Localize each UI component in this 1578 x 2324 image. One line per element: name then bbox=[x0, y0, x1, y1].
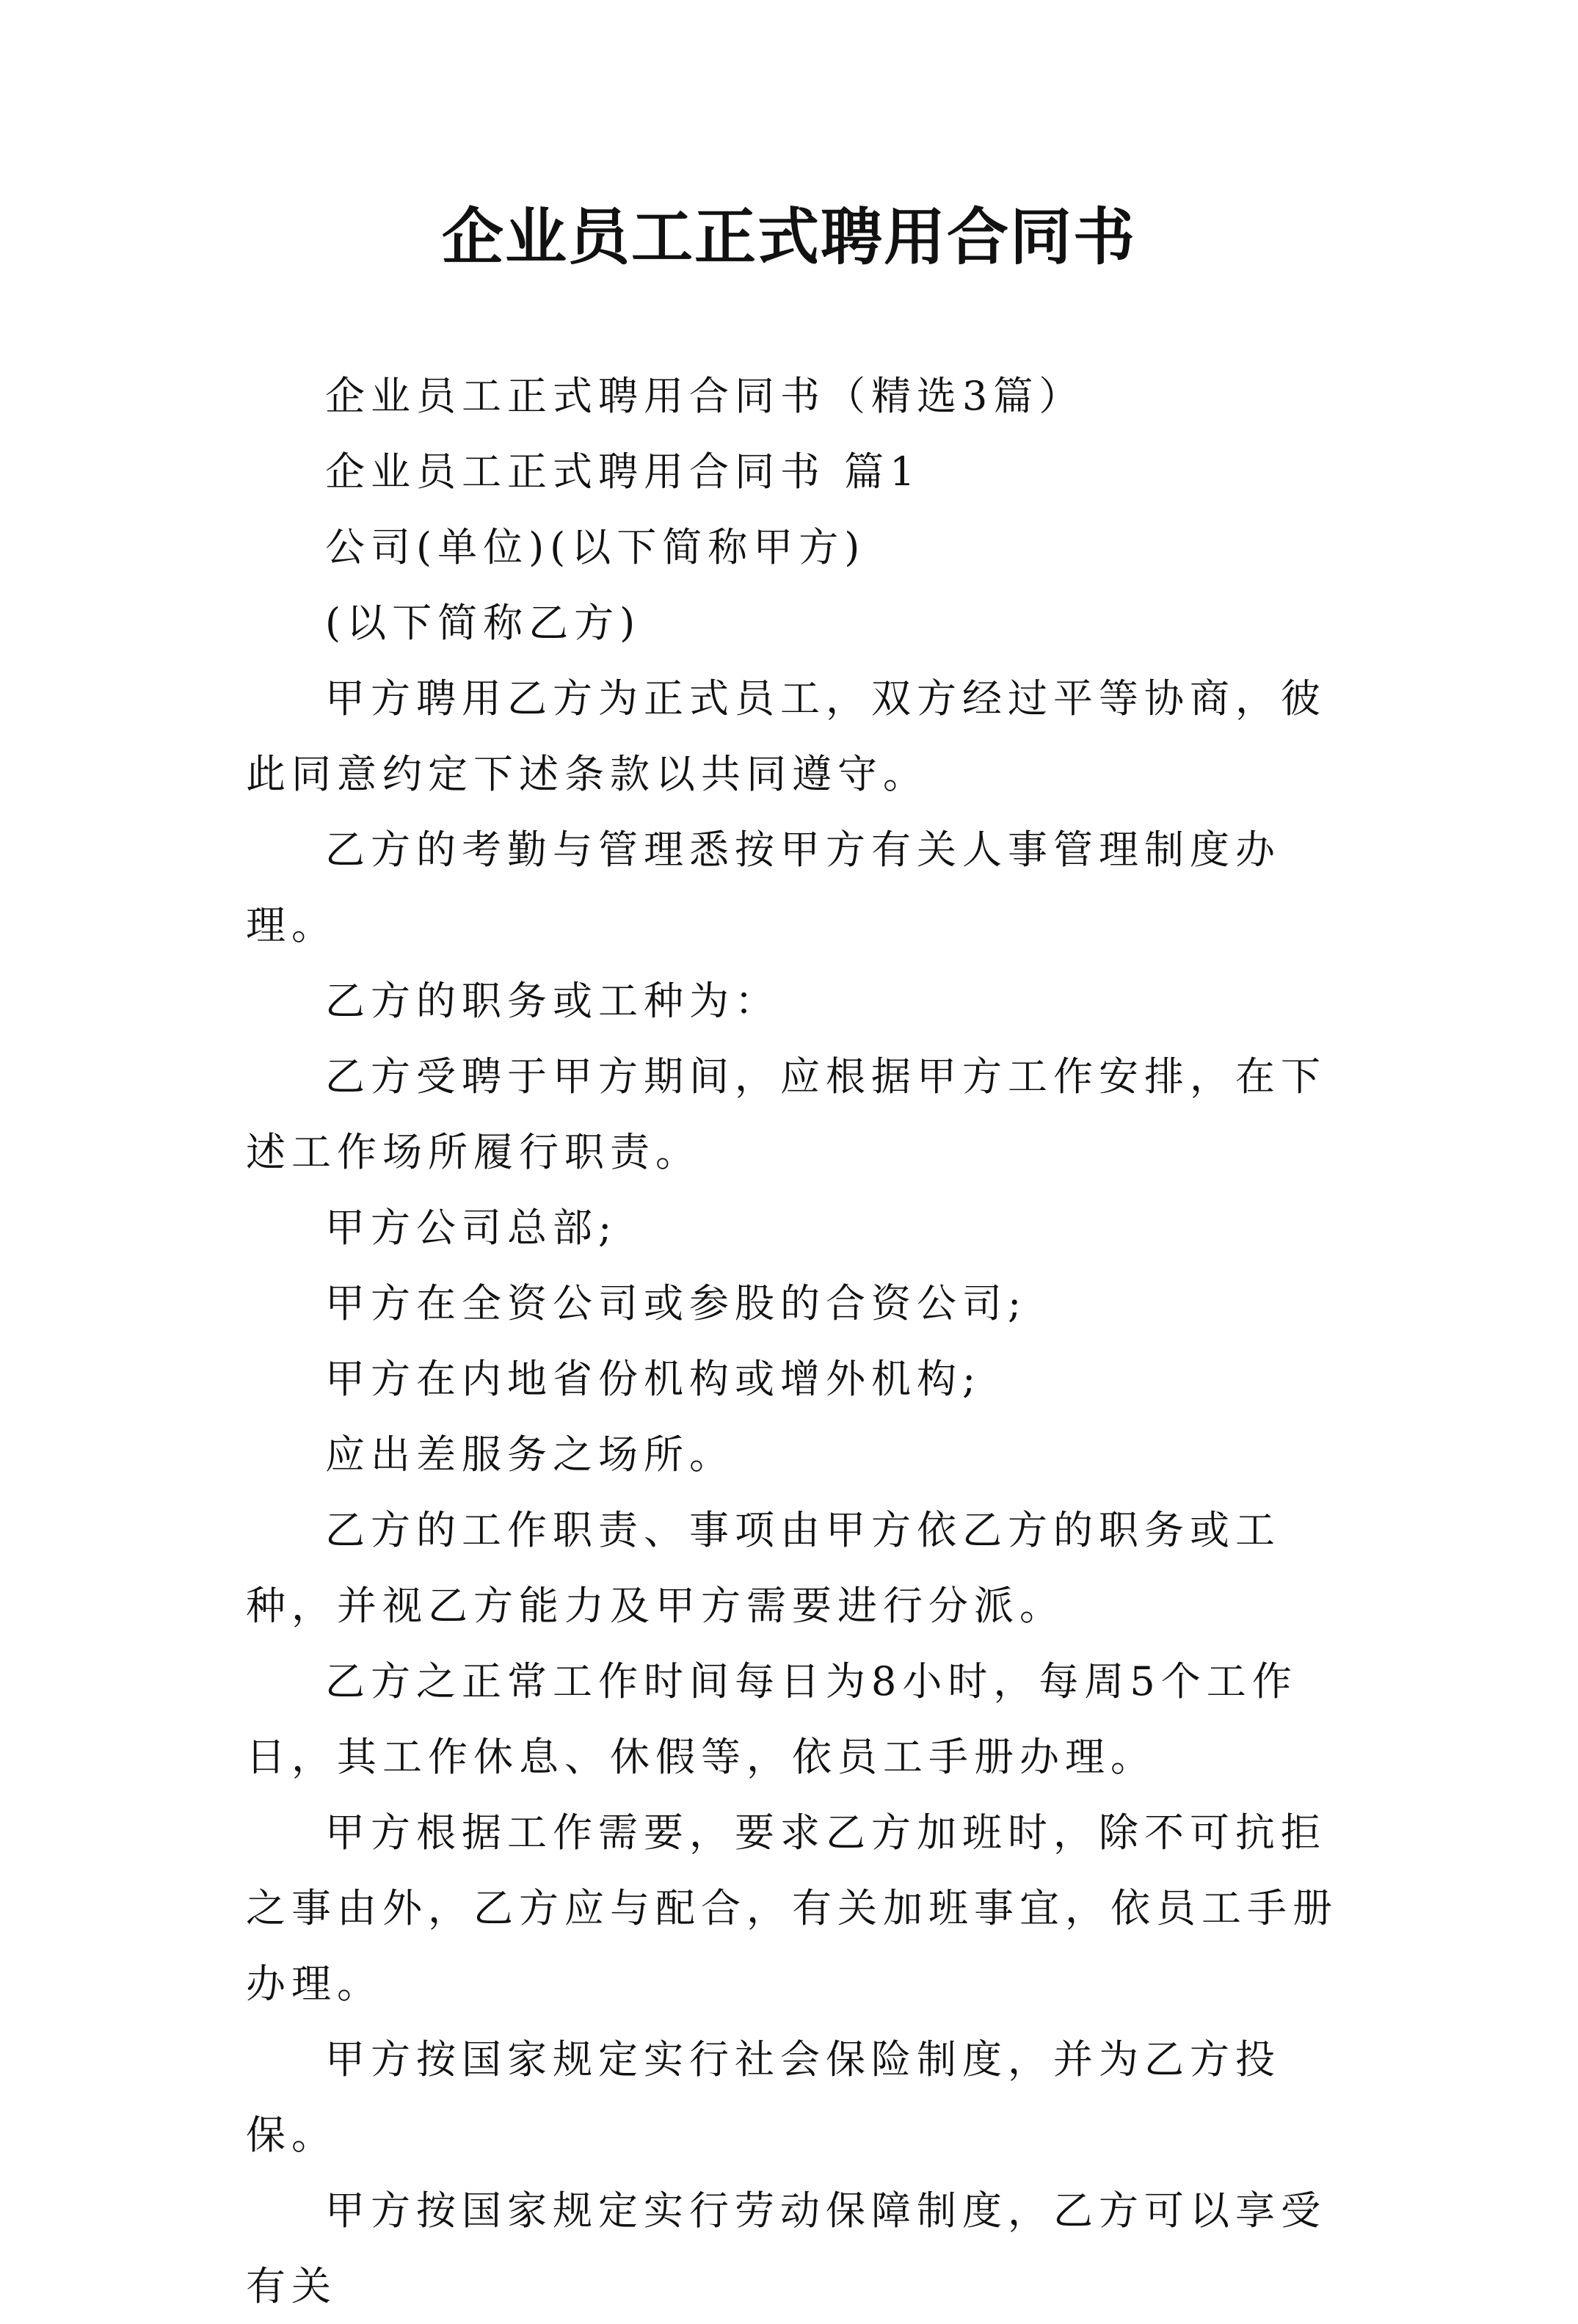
paragraph-agreement: 甲方聘用乙方为正式员工，双方经过平等协商，彼此同意约定下述条款以共同遵守。 bbox=[246, 675, 1326, 797]
paragraph-duties: 乙方的工作职责、事项由甲方依乙方的职务或工种，并视乙方能力及甲方需要进行分派。 bbox=[246, 1507, 1281, 1629]
paragraph-subtitle: 企业员工正式聘用合同书（精选3篇） bbox=[325, 373, 1085, 419]
paragraph-party-a: 公司(单位)(以下简称甲方) bbox=[325, 524, 866, 570]
paragraph-attendance: 乙方的考勤与管理悉按甲方有关人事管理制度办理。 bbox=[246, 827, 1281, 948]
paragraph-labor-protection: 甲方按国家规定实行劳动保障制度，乙方可以享受有关 bbox=[246, 2187, 1326, 2309]
paragraph-workplace: 乙方受聘于甲方期间，应根据甲方工作安排，在下述工作场所履行职责。 bbox=[246, 1053, 1326, 1175]
paragraph-workplace-hq: 甲方公司总部; bbox=[325, 1205, 618, 1251]
document-title: 企业员工正式聘用合同书 bbox=[441, 200, 1136, 273]
paragraph-workplace-branch: 甲方在内地省份机构或增外机构; bbox=[325, 1356, 982, 1402]
paragraph-party-b: (以下简称乙方) bbox=[325, 600, 641, 646]
paragraph-social-insurance: 甲方按国家规定实行社会保险制度，并为乙方投保。 bbox=[246, 2036, 1281, 2158]
document-body bbox=[246, 358, 1361, 2324]
paragraph-section-heading: 企业员工正式聘用合同书 篇1 bbox=[325, 449, 921, 495]
paragraph-working-hours: 乙方之正常工作时间每日为8小时，每周5个工作日，其工作休息、休假等，依员工手册办理。 bbox=[246, 1658, 1298, 1780]
paragraph-workplace-subsidiary: 甲方在全资公司或参股的合资公司; bbox=[325, 1280, 1028, 1326]
paragraph-overtime: 甲方根据工作需要，要求乙方加班时，除不可抗拒之事由外，乙方应与配合，有关加班事宜，依员工手册办理。 bbox=[246, 1809, 1338, 2007]
paragraph-position: 乙方的职务或工种为： bbox=[325, 978, 780, 1024]
paragraph-workplace-travel: 应出差服务之场所。 bbox=[325, 1431, 735, 1478]
